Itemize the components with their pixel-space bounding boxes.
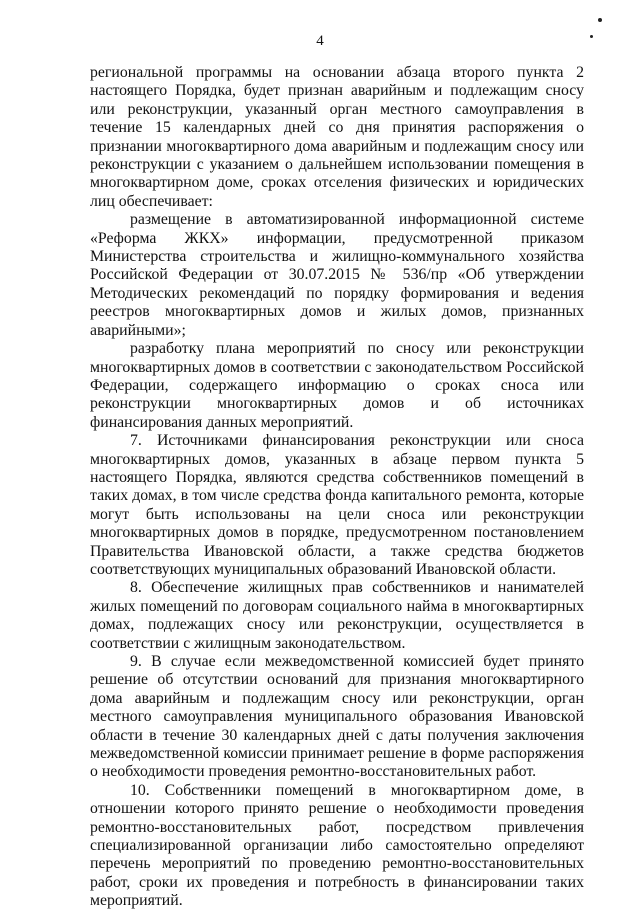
paragraph-item-plan-development: разработку плана мероприятий по сносу или реконструкции многоквартирных домов в соответствии с законодательством Российской Федерации, содержащего информацию о сроках сноса или реконструкции многоквартирных домов и об источниках финансирования данных мероприятий. (90, 340, 584, 431)
paragraph-clause-7: 7. Источниками финансирования реконструкции или сноса многоквартирных домов, указанных в абзаце первом пункта 5 настоящего Порядка, являются средства собственников помещений в таких домах, в том числе средства фонда капитального ремонта, которые могут быть использованы на цели сноса или реконструкции многоквартирных домов в порядке, предусмотренном постановлением Правительства Ивановской области, а также средства бюджетов соответствующих муниципальных образований Ивановской области. (90, 432, 584, 578)
scan-mark (598, 18, 602, 22)
document-body (90, 64, 584, 911)
paragraph-clause-9: 9. В случае если межведомственной комиссией будет принято решение об отсутствии оснований для признания многоквартирного дома аварийным и подлежащим сносу или реконструкции, орган местного самоуправления муниципального образования Ивановской области в течение 30 календарных дней с даты получения заключения межведомственной комиссии принимает решение в форме распоряжения о необходимости проведения ремонтно-восстановительных работ. (90, 653, 584, 781)
paragraph-item-ais-posting: размещение в автоматизированной информационной системе «Реформа ЖКХ» информации, предусмотренной приказом Министерства строительства и жилищно-коммунального хозяйства Российской Федерации от 30.07.2015 № 536/пр «Об утверждении Методических рекомендаций по порядку формирования и ведения реестров многоквартирных домов и жилых домов, признанных аварийными»; (90, 211, 584, 339)
paragraph-continuation: региональной программы на основании абзаца второго пункта 2 настоящего Порядка, будет признан аварийным и подлежащим сносу или реконструкции, указанный орган местного самоуправления в течение 15 календарных дней со дня принятия распоряжения о признании многоквартирного дома аварийным и подлежащим сносу или реконструкции с указанием о дальнейшем использовании помещения в многоквартирном доме, сроках отселения физических и юридических лиц обеспечивает: (90, 64, 584, 210)
paragraph-clause-10: 10. Собственники помещений в многоквартирном доме, в отношении которого принято решение о необходимости проведения ремонтно-восстановительных работ, посредством привлечения специализированной организации либо самостоятельно определяют перечень мероприятий по проведению ремонтно-восстановительных работ, сроки их проведения и потребность в финансировании таких мероприятий. (90, 781, 584, 910)
page-number: 4 (316, 33, 324, 49)
paragraph-clause-8: 8. Обеспечение жилищных прав собственников и нанимателей жилых помещений по договорам социального найма в многоквартирных домах, подлежащих сносу или реконструкции, осуществляется в соответствии с жилищным законодательством. (90, 579, 584, 652)
